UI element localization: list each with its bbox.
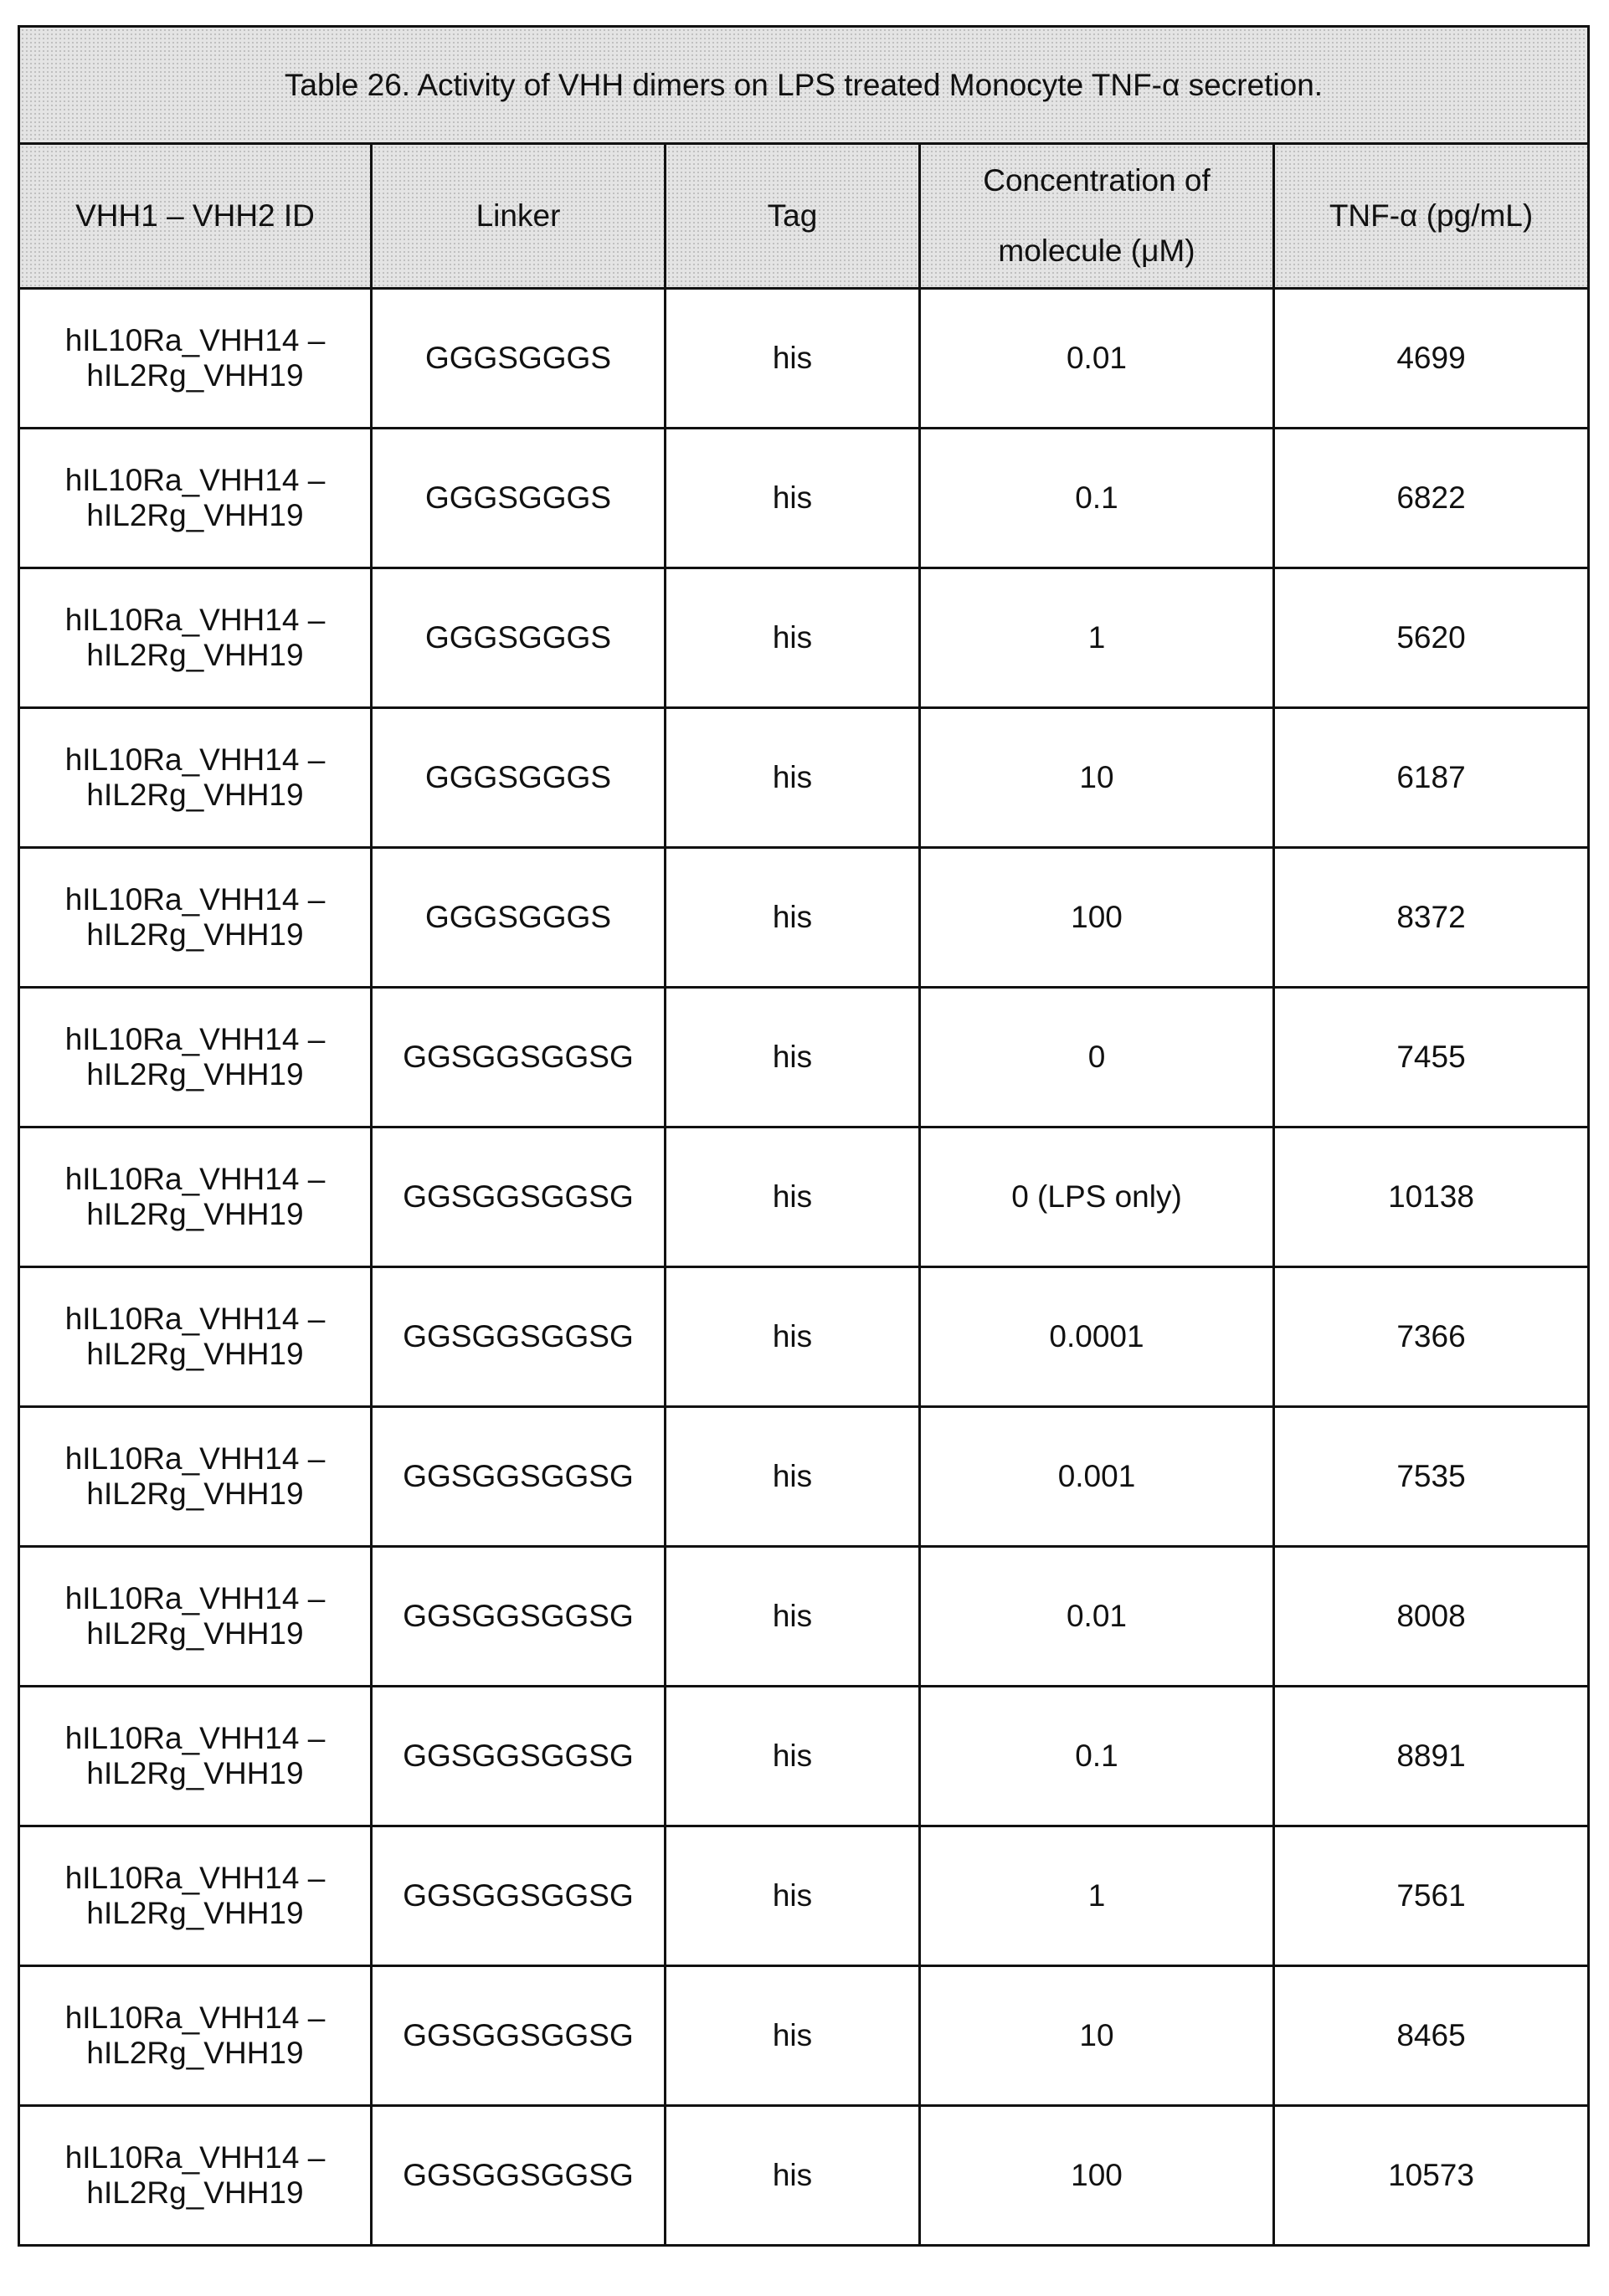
cell-tnf: 7366 xyxy=(1274,1267,1589,1407)
vhh1-id: hIL10Ra_VHH14 – xyxy=(65,2140,326,2175)
header-linker: Linker xyxy=(372,144,666,289)
cell-tag: his xyxy=(666,988,920,1127)
vhh2-id: hIL2Rg_VHH19 xyxy=(86,1197,303,1231)
vhh1-id: hIL10Ra_VHH14 – xyxy=(65,603,326,637)
cell-linker: GGGSGGGS xyxy=(372,568,666,708)
header-concentration-line1: Concentration of xyxy=(983,163,1211,198)
cell-linker: GGGSGGGS xyxy=(372,289,666,429)
cell-vhh-id xyxy=(19,568,372,708)
cell-vhh-id xyxy=(19,988,372,1127)
table-row xyxy=(19,1547,1589,1687)
cell-tnf: 10573 xyxy=(1274,2106,1589,2246)
cell-linker: GGGSGGGS xyxy=(372,708,666,848)
cell-tag: his xyxy=(666,848,920,988)
header-tnf: TNF-α (pg/mL) xyxy=(1274,144,1589,289)
table-row xyxy=(19,1127,1589,1267)
cell-tag: his xyxy=(666,1966,920,2106)
cell-linker: GGSGGSGGSG xyxy=(372,1407,666,1547)
cell-concentration: 1 xyxy=(920,568,1274,708)
cell-concentration: 0.1 xyxy=(920,429,1274,568)
table-row xyxy=(19,1407,1589,1547)
vhh1-id: hIL10Ra_VHH14 – xyxy=(65,1302,326,1336)
cell-tnf: 8891 xyxy=(1274,1687,1589,1826)
vhh2-id: hIL2Rg_VHH19 xyxy=(86,358,303,393)
cell-tag: his xyxy=(666,1267,920,1407)
vhh1-id: hIL10Ra_VHH14 – xyxy=(65,1861,326,1895)
vhh2-id: hIL2Rg_VHH19 xyxy=(86,1057,303,1091)
table-row xyxy=(19,1687,1589,1826)
vhh2-id: hIL2Rg_VHH19 xyxy=(86,2036,303,2070)
cell-vhh-id xyxy=(19,429,372,568)
cell-tnf: 7455 xyxy=(1274,988,1589,1127)
vhh1-id: hIL10Ra_VHH14 – xyxy=(65,882,326,917)
table-row xyxy=(19,429,1589,568)
cell-tag: his xyxy=(666,429,920,568)
vhh1-id: hIL10Ra_VHH14 – xyxy=(65,323,326,357)
cell-tnf: 6187 xyxy=(1274,708,1589,848)
vhh1-id: hIL10Ra_VHH14 – xyxy=(65,1162,326,1196)
cell-vhh-id xyxy=(19,2106,372,2246)
vhh1-id: hIL10Ra_VHH14 – xyxy=(65,1022,326,1056)
cell-concentration: 100 xyxy=(920,848,1274,988)
cell-vhh-id xyxy=(19,848,372,988)
vhh2-id: hIL2Rg_VHH19 xyxy=(86,778,303,812)
header-concentration-line2: molecule (μM) xyxy=(998,234,1195,268)
cell-vhh-id xyxy=(19,1407,372,1547)
cell-tag: his xyxy=(666,708,920,848)
cell-concentration: 1 xyxy=(920,1826,1274,1966)
cell-vhh-id xyxy=(19,1966,372,2106)
vhh2-id: hIL2Rg_VHH19 xyxy=(86,498,303,532)
vhh1-id: hIL10Ra_VHH14 – xyxy=(65,2001,326,2035)
cell-vhh-id xyxy=(19,1826,372,1966)
vhh2-id: hIL2Rg_VHH19 xyxy=(86,1756,303,1790)
vhh2-id: hIL2Rg_VHH19 xyxy=(86,2175,303,2210)
cell-tnf: 7535 xyxy=(1274,1407,1589,1547)
cell-tnf: 8008 xyxy=(1274,1547,1589,1687)
cell-concentration: 0.0001 xyxy=(920,1267,1274,1407)
vhh1-id: hIL10Ra_VHH14 – xyxy=(65,1441,326,1476)
cell-vhh-id xyxy=(19,1267,372,1407)
vhh2-id: hIL2Rg_VHH19 xyxy=(86,1616,303,1651)
cell-linker: GGSGGSGGSG xyxy=(372,2106,666,2246)
cell-tag: his xyxy=(666,1127,920,1267)
cell-tag: his xyxy=(666,1547,920,1687)
data-table xyxy=(18,25,1590,2247)
vhh2-id: hIL2Rg_VHH19 xyxy=(86,917,303,952)
cell-linker: GGSGGSGGSG xyxy=(372,1127,666,1267)
cell-tag: his xyxy=(666,1687,920,1826)
cell-concentration: 0 (LPS only) xyxy=(920,1127,1274,1267)
cell-vhh-id xyxy=(19,708,372,848)
cell-tnf: 5620 xyxy=(1274,568,1589,708)
cell-concentration: 10 xyxy=(920,1966,1274,2106)
cell-tnf: 10138 xyxy=(1274,1127,1589,1267)
cell-linker: GGSGGSGGSG xyxy=(372,1267,666,1407)
cell-linker: GGGSGGGS xyxy=(372,848,666,988)
table-row xyxy=(19,988,1589,1127)
header-tag: Tag xyxy=(666,144,920,289)
cell-vhh-id xyxy=(19,289,372,429)
cell-tag: his xyxy=(666,568,920,708)
table-row xyxy=(19,708,1589,848)
cell-concentration: 10 xyxy=(920,708,1274,848)
cell-concentration: 0.001 xyxy=(920,1407,1274,1547)
cell-linker: GGSGGSGGSG xyxy=(372,988,666,1127)
cell-vhh-id xyxy=(19,1127,372,1267)
vhh1-id: hIL10Ra_VHH14 – xyxy=(65,1721,326,1755)
cell-tnf: 6822 xyxy=(1274,429,1589,568)
cell-concentration: 0.01 xyxy=(920,1547,1274,1687)
table-row xyxy=(19,568,1589,708)
table-row xyxy=(19,1966,1589,2106)
cell-tnf: 4699 xyxy=(1274,289,1589,429)
cell-linker: GGSGGSGGSG xyxy=(372,1547,666,1687)
table-row xyxy=(19,1267,1589,1407)
cell-concentration: 100 xyxy=(920,2106,1274,2246)
vhh2-id: hIL2Rg_VHH19 xyxy=(86,1896,303,1930)
cell-tag: his xyxy=(666,1407,920,1547)
cell-concentration: 0.01 xyxy=(920,289,1274,429)
cell-concentration: 0 xyxy=(920,988,1274,1127)
cell-concentration: 0.1 xyxy=(920,1687,1274,1826)
vhh1-id: hIL10Ra_VHH14 – xyxy=(65,742,326,777)
cell-tnf: 8372 xyxy=(1274,848,1589,988)
cell-vhh-id xyxy=(19,1547,372,1687)
table-body xyxy=(19,289,1589,2246)
vhh2-id: hIL2Rg_VHH19 xyxy=(86,1337,303,1371)
cell-linker: GGSGGSGGSG xyxy=(372,1826,666,1966)
header-concentration xyxy=(920,144,1274,289)
cell-tag: his xyxy=(666,2106,920,2246)
vhh1-id: hIL10Ra_VHH14 – xyxy=(65,1581,326,1615)
table-row xyxy=(19,2106,1589,2246)
table-row xyxy=(19,289,1589,429)
cell-tag: his xyxy=(666,289,920,429)
cell-tnf: 7561 xyxy=(1274,1826,1589,1966)
table-row xyxy=(19,1826,1589,1966)
vhh2-id: hIL2Rg_VHH19 xyxy=(86,638,303,672)
cell-vhh-id xyxy=(19,1687,372,1826)
table-row xyxy=(19,848,1589,988)
cell-linker: GGSGGSGGSG xyxy=(372,1966,666,2106)
cell-linker: GGGSGGGS xyxy=(372,429,666,568)
vhh1-id: hIL10Ra_VHH14 – xyxy=(65,463,326,497)
header-vhh-id: VHH1 – VHH2 ID xyxy=(19,144,372,289)
vhh2-id: hIL2Rg_VHH19 xyxy=(86,1477,303,1511)
cell-tag: his xyxy=(666,1826,920,1966)
table-title: Table 26. Activity of VHH dimers on LPS treated Monocyte TNF-α secretion. xyxy=(19,27,1589,144)
cell-linker: GGSGGSGGSG xyxy=(372,1687,666,1826)
cell-tnf: 8465 xyxy=(1274,1966,1589,2106)
